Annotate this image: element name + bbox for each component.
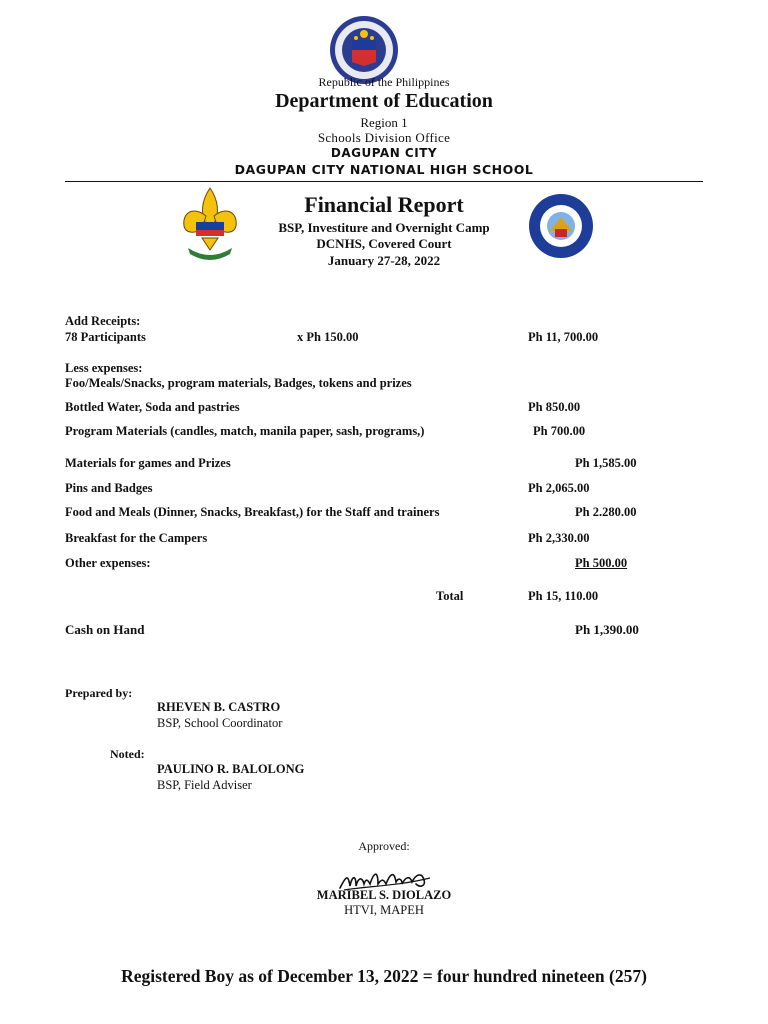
- total-amount: Ph 15, 110.00: [528, 589, 599, 603]
- prepared-by-name: RHEVEN B. CASTRO: [157, 700, 281, 714]
- school-logo: [528, 193, 594, 259]
- expense-item-amount: Ph 2.280.00: [575, 505, 637, 519]
- expense-item-label: Materials for games and Prizes: [65, 456, 231, 470]
- expense-item-label: Breakfast for the Campers: [65, 531, 208, 545]
- expense-item-amount: Ph 700.00: [533, 424, 586, 438]
- receipts-amount: Ph 11, 700.00: [528, 330, 599, 344]
- approved-label: Approved:: [358, 839, 410, 853]
- expense-item-label: Other expenses:: [65, 556, 151, 570]
- expense-item-label: Bottled Water, Soda and pastries: [65, 400, 240, 414]
- expense-item-amount: Ph 2,065.00: [528, 481, 590, 495]
- participant-rate: x Ph 150.00: [297, 330, 359, 344]
- cash-on-hand-amount: Ph 1,390.00: [575, 622, 639, 637]
- region-line: Region 1: [360, 115, 408, 130]
- registered-count-line: Registered Boy as of December 13, 2022 = four hundred nineteen (257): [121, 966, 647, 986]
- noted-by-title: BSP, Field Adviser: [157, 778, 252, 792]
- expenses-label: Less expenses:: [65, 361, 143, 375]
- prepared-by-label: Prepared by:: [65, 686, 133, 700]
- cash-on-hand-label: Cash on Hand: [65, 622, 145, 637]
- city-line: DAGUPAN CITY: [330, 146, 438, 160]
- division-line: Schools Division Office: [317, 130, 451, 145]
- expense-item-label: Food and Meals (Dinner, Snacks, Breakfast,) for the Staff and trainers: [65, 505, 440, 519]
- header-divider: [65, 181, 703, 182]
- expense-item-amount: Ph 1,585.00: [575, 456, 637, 470]
- total-label: Total: [436, 589, 464, 603]
- report-venue: DCNHS, Covered Court: [316, 236, 452, 251]
- report-subtitle: BSP, Investiture and Overnight Camp: [278, 220, 490, 235]
- expense-item-amount: Ph 2,330.00: [528, 531, 590, 545]
- report-title: Financial Report: [304, 192, 464, 217]
- prepared-by-title: BSP, School Coordinator: [157, 716, 283, 730]
- approved-by-title: HTVI, MAPEH: [344, 903, 424, 917]
- participants-label: 78 Participants: [65, 330, 146, 344]
- expense-item-label: Program Materials (candles, match, manila paper, sash, programs,): [65, 424, 425, 438]
- approved-by-name: MARIBEL S. DIOLAZO: [316, 888, 452, 902]
- department-title: Department of Education: [275, 90, 493, 112]
- noted-by-name: PAULINO R. BALOLONG: [157, 762, 305, 776]
- expense-item-label: Pins and Badges: [65, 481, 153, 495]
- expense-item-amount: Ph 500.00: [575, 556, 628, 570]
- expense-item-amount: Ph 850.00: [528, 400, 581, 414]
- school-line: DAGUPAN CITY NATIONAL HIGH SCHOOL: [234, 162, 534, 177]
- noted-label: Noted:: [110, 747, 145, 761]
- republic-line: Republic of the Philippines: [318, 75, 450, 89]
- report-date: January 27-28, 2022: [327, 253, 441, 268]
- expenses-description: Foo/Meals/Snacks, program materials, Badges, tokens and prizes: [65, 376, 412, 390]
- receipts-label: Add Receipts:: [65, 314, 141, 328]
